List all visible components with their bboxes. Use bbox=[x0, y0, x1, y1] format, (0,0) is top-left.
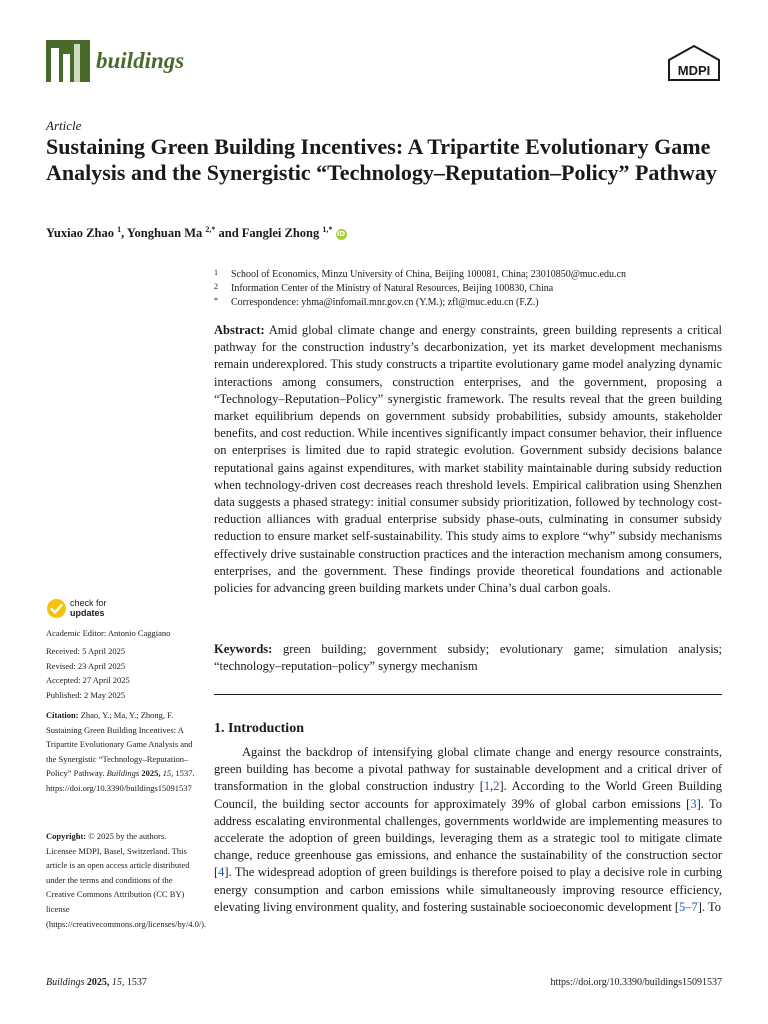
check-for-updates-label[interactable] bbox=[70, 598, 107, 618]
author-name[interactable]: Yuxiao Zhao bbox=[46, 226, 114, 241]
copyright-text: © 2025 by the authors. Licensee MDPI, Basel, Switzerland. This article is an open access article distributed under the terms and conditions of the Creative Commons Attribution (CC BY) license (https://creativecommons.org/licenses/by/4.0/). bbox=[46, 831, 207, 929]
check-line: check for bbox=[70, 598, 107, 608]
citation-link[interactable]: 4 bbox=[218, 865, 225, 880]
buildings-logo-icon bbox=[46, 40, 90, 82]
citation-text: Zhao, Y.; Ma, Y.; Zhong, F. Sustaining Green Building Incentives: A Tripartite Evolutionary Game Analysis and the Synergistic “Technology–Reputation–Policy” Pathway. bbox=[46, 710, 193, 779]
article-title: Sustaining Green Building Incentives: A Tripartite Evolutionary Game Analysis and the Synergistic “Technology–Reputation–Policy” Pathway bbox=[46, 134, 717, 185]
mdpi-logo-icon bbox=[666, 44, 722, 82]
citation-link[interactable]: 5–7 bbox=[679, 899, 698, 914]
intro-text: ]. To bbox=[697, 899, 721, 914]
check-for-updates-icon[interactable] bbox=[46, 598, 67, 619]
citation-year: 2025, bbox=[141, 768, 161, 779]
intro-text: ]. To address escalating environmental challenges, governments worldwide are implementing measures to accelerate the adoption of green buildings, leveraging them as a strategic tool to mitigate climate change, reduce greenhouse gas emissions, and enhance the sustainability of the construction sector [ bbox=[214, 796, 722, 880]
academic-editor: Academic Editor: Antonio Caggiano bbox=[46, 628, 171, 638]
correspondence-text: Correspondence: yhma@infomail.mnr.gov.cn (Y.M.); zfl@muc.edu.cn (F.Z.) bbox=[231, 297, 539, 308]
author-sup: 1,* bbox=[322, 225, 333, 234]
journal-name: buildings bbox=[96, 48, 185, 73]
publisher-name: MDPI bbox=[677, 63, 711, 78]
keywords bbox=[214, 641, 722, 675]
citation-label: Citation: bbox=[46, 710, 79, 720]
check-line: updates bbox=[70, 608, 105, 618]
footer-page: 1537 bbox=[126, 977, 147, 988]
copyright-block bbox=[46, 829, 207, 931]
author-list: Yuxiao Zhao $^1$, Yonghuan Ma $^{2,*}$ and Fanglei Zhong $^{1,*}$ iD bbox=[46, 225, 346, 241]
affiliation-mark: 1 bbox=[214, 268, 218, 277]
date-revised: Revised: 23 April 2025 bbox=[46, 660, 126, 671]
affiliation-mark: * bbox=[214, 296, 218, 305]
intro-text: ]. According to the World Green Building Council, the building sector accounts for approximately 39% of global carbon emissions [ bbox=[214, 779, 722, 811]
intro-text: ]. The widespread adoption of green buildings is therefore poised to play a decisive role in curbing energy consumption and carbon emissions while simultaneously improving resource efficiency, elevating living environment quality, and fostering sustainable socioeconomic development [ bbox=[214, 865, 722, 914]
date-published: Published: 2 May 2025 bbox=[46, 689, 126, 700]
orcid-icon[interactable]: iD bbox=[336, 230, 346, 239]
abstract bbox=[214, 322, 722, 597]
citation-block bbox=[46, 708, 196, 796]
citation-link[interactable]: 3 bbox=[690, 796, 697, 811]
citation-journal: Buildings bbox=[106, 768, 140, 779]
footer-year: 2025, bbox=[86, 977, 110, 988]
footer-doi[interactable]: https://doi.org/10.3390/buildings15091537 bbox=[550, 977, 722, 988]
date-received: Received: 5 April 2025 bbox=[46, 646, 126, 656]
footer-journal: Buildings bbox=[46, 977, 85, 988]
affiliation-text: School of Economics, Minzu University of China, Beijing 100081, China; 23010850@muc.edu.cn bbox=[231, 269, 626, 280]
section-heading: 1. Introduction bbox=[214, 721, 304, 736]
article-type: Article bbox=[46, 118, 82, 133]
affiliation-text: Information Center of the Ministry of Natural Resources, Beijing 100830, China bbox=[231, 283, 554, 294]
copyright-label: Copyright: bbox=[46, 831, 87, 841]
abstract-label: Abstract: bbox=[214, 323, 265, 337]
footer-volume: 15, bbox=[111, 977, 125, 988]
citation-link[interactable]: 1 bbox=[483, 779, 491, 794]
correspondence bbox=[214, 294, 539, 310]
author-name[interactable]: Fanglei Zhong bbox=[241, 226, 320, 241]
author-sup: 1 bbox=[117, 225, 122, 234]
publication-dates bbox=[46, 644, 196, 702]
section-divider bbox=[214, 694, 722, 695]
author-name[interactable]: Yonghuan Ma bbox=[126, 226, 203, 241]
intro-paragraph: Against the backdrop of intensifying global climate change and energy resource constraints, green building has become a pivotal pathway for sustainable development and a critical driver of transformation in the global construction industry [1,2]. According to the World Green Building Council, the building sector accounts for approximately 39% of global carbon emissions [3]. To address escalating environmental challenges, governments worldwide are implementing measures to accelerate the adoption of green buildings, leveraging them as a strategic tool to mitigate climate change, reduce greenhouse gas emissions, and enhance the sustainability of the construction sector [4]. The widespread adoption of green buildings is therefore poised to play a decisive role in curbing energy consumption and carbon emissions while simultaneously improving resource efficiency, elevating living environment quality, and fostering sustainable socioeconomic development [5–7]. To bbox=[214, 745, 722, 914]
date-accepted: Accepted: 27 April 2025 bbox=[46, 675, 130, 686]
citation-doi[interactable]: 1537. https://doi.org/10.3390/buildings15091537 bbox=[46, 768, 195, 793]
affiliation-mark: 2 bbox=[214, 282, 218, 291]
author-sup: 2,* bbox=[205, 225, 216, 234]
keywords-label: Keywords: bbox=[214, 642, 273, 656]
citation-link[interactable]: 2 bbox=[493, 779, 500, 794]
citation-volume: 15, bbox=[162, 768, 174, 779]
abstract-text: Amid global climate change and energy constraints, green building represents a critical pathway for the construction industry’s decarbonization, yet its market development mechanisms remain underexplored. This study constructs a tripartite evolutionary game model analyzing dynamic interactions among consumers, construction enterprises, and the government, proposing a “Technology–Reputation–Policy” synergistic framework. The results reveal that the green building market equilibrium depends on government subsidy probabilities, subsidy amounts, stakeholder benefits, and cost reduction. While incentives significantly impact consumer behavior, their influence on enterprises is limited due to rapid strategic evolution. Government subsidy decisions balance reputational gains against expenditures, with market stability maintainable during subsidy reduction when technology-driven cost decreases reach threshold levels. Empirical calibration using Shenzhen data suggests a phased strategy: initial consumer subsidy prioritization, followed by technology cost-reduction alliances with gradual enterprise subsidy phase-outs, culminating in consumer subsidy reduction to ensure market self-sustainability. This study aims to explore “why” subsidy mechanisms effectively drive sustainable construction practices and the interaction mechanism among consumers, enterprises, and the government. These findings provide theoretical foundations and actionable policies for advancing green building markets under China’s dual carbon goals. bbox=[214, 323, 722, 596]
footer-citation bbox=[46, 977, 147, 988]
keywords-text: green building; government subsidy; evolutionary game; simulation analysis; “technology–reputation–policy” synergy mechanism bbox=[214, 642, 723, 674]
intro-text: Against the backdrop of intensifying global climate change and energy resource constraints, green building has become a pivotal pathway for sustainable development and a critical driver of transformation in the global construction industry [ bbox=[214, 745, 722, 794]
